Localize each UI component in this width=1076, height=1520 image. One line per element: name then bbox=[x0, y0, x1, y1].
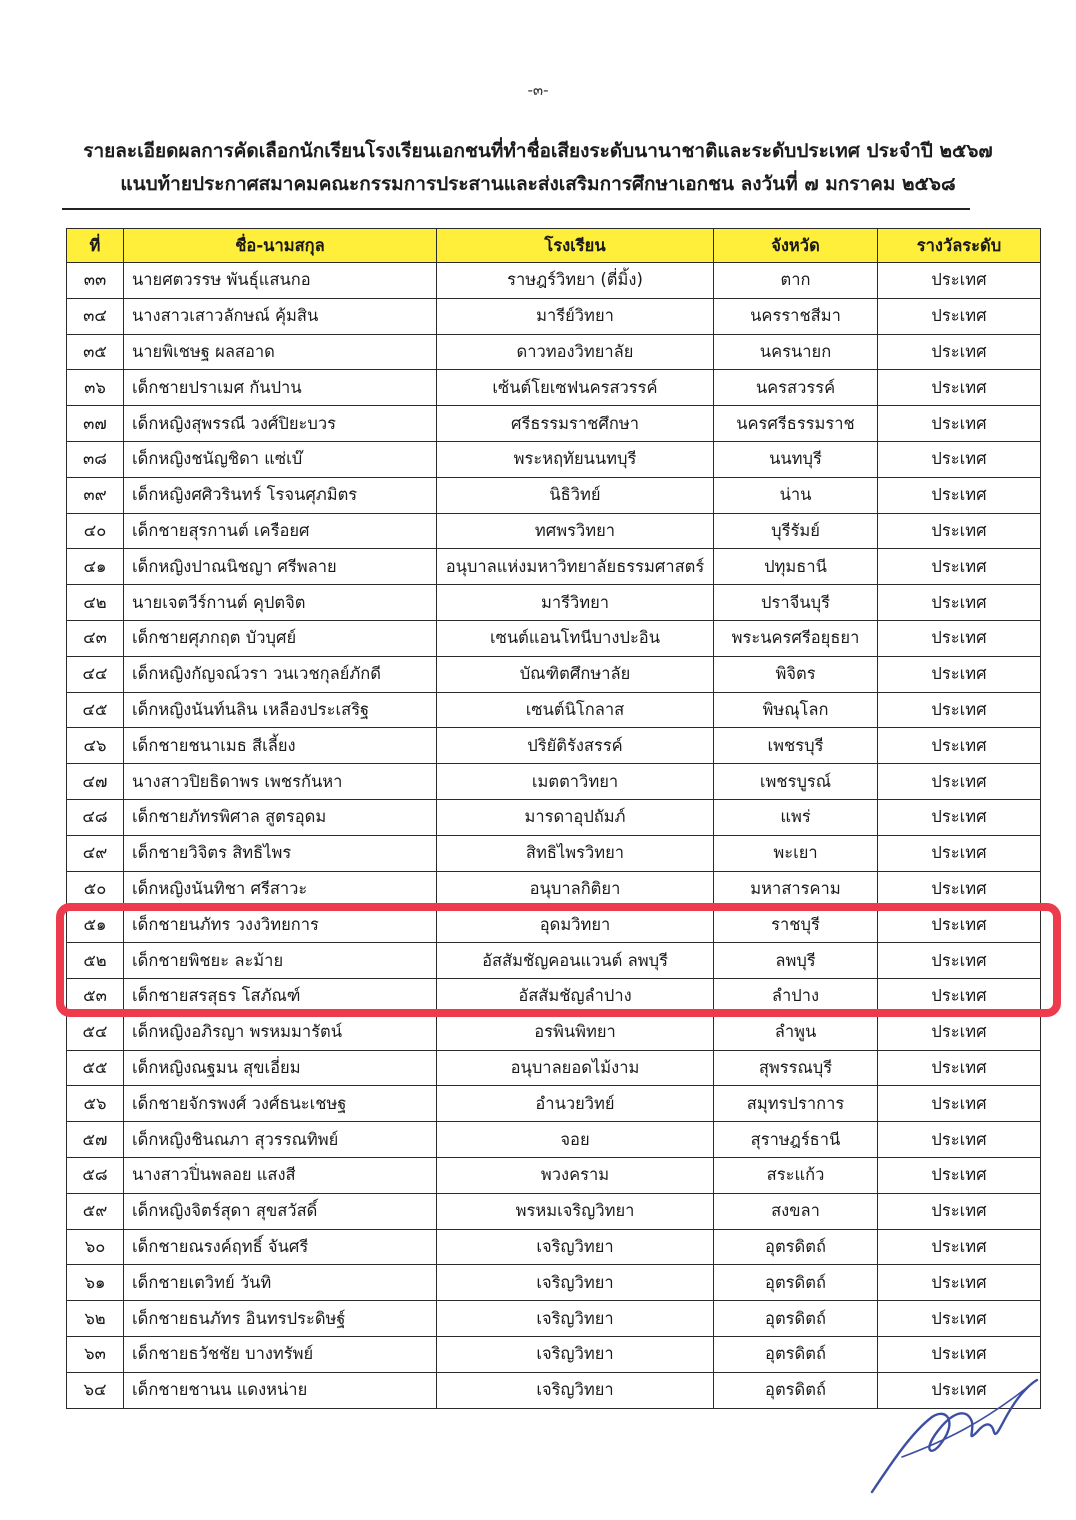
cell-award: ประเทศ bbox=[878, 1229, 1041, 1265]
cell-school: ราษฎร์วิทยา (ตี่มิ้ง) bbox=[437, 263, 714, 299]
cell-no: ๕๕ bbox=[67, 1050, 124, 1086]
cell-school: เซ้นต์โยเซฟนครสวรรค์ bbox=[437, 370, 714, 406]
cell-award: ประเทศ bbox=[878, 334, 1041, 370]
cell-name: เด็กชายณรงค์ฤทธิ์ จันศรี bbox=[124, 1229, 437, 1265]
cell-no: ๕๒ bbox=[67, 943, 124, 979]
cell-province: ปราจีนบุรี bbox=[714, 585, 878, 621]
title-underline bbox=[62, 208, 970, 210]
document-title-line-2: แนบท้ายประกาศสมาคมคณะกรรมการประสานและส่งเสริมการศึกษาเอกชน ลงวันที่ ๗ มกราคม ๒๕๖๘ bbox=[120, 173, 956, 195]
cell-award: ประเทศ bbox=[878, 1193, 1041, 1229]
table-header-row bbox=[67, 229, 1041, 263]
cell-school: อำนวยวิทย์ bbox=[437, 1086, 714, 1122]
table-row bbox=[67, 1193, 1041, 1229]
cell-name: เด็กชายนภัทร วงงวิทยการ bbox=[124, 907, 437, 943]
cell-no: ๔๘ bbox=[67, 799, 124, 835]
cell-no: ๕๔ bbox=[67, 1014, 124, 1050]
table-row bbox=[67, 620, 1041, 656]
table-row bbox=[67, 1265, 1041, 1301]
cell-school: เซนต์นิโกลาส bbox=[437, 692, 714, 728]
table-row bbox=[67, 406, 1041, 442]
signature-mark bbox=[862, 1362, 1042, 1502]
cell-no: ๔๙ bbox=[67, 835, 124, 871]
cell-no: ๕๑ bbox=[67, 907, 124, 943]
table-row bbox=[67, 656, 1041, 692]
cell-school: เมตตาวิทยา bbox=[437, 764, 714, 800]
cell-school: เจริญวิทยา bbox=[437, 1301, 714, 1337]
cell-award: ประเทศ bbox=[878, 1157, 1041, 1193]
cell-name: นางสาวเสาวลักษณ์ คุ้มสิน bbox=[124, 298, 437, 334]
cell-province: พิษณุโลก bbox=[714, 692, 878, 728]
cell-school: อัสสัมชัญลำปาง bbox=[437, 978, 714, 1014]
cell-no: ๓๕ bbox=[67, 334, 124, 370]
cell-province: นครราชสีมา bbox=[714, 298, 878, 334]
cell-award: ประเทศ bbox=[878, 1086, 1041, 1122]
cell-name: เด็กชายชานน แดงหน่าย bbox=[124, 1372, 437, 1408]
cell-province: พระนครศรีอยุธยา bbox=[714, 620, 878, 656]
cell-no: ๖๓ bbox=[67, 1336, 124, 1372]
cell-school: อนุบาลยอดไม้งาม bbox=[437, 1050, 714, 1086]
table-row bbox=[67, 441, 1041, 477]
cell-name: เด็กหญิงอภิรญา พรหมมารัตน์ bbox=[124, 1014, 437, 1050]
cell-school: อัสสัมชัญคอนแวนต์ ลพบุรี bbox=[437, 943, 714, 979]
table-row bbox=[67, 585, 1041, 621]
table-row bbox=[67, 334, 1041, 370]
cell-no: ๓๙ bbox=[67, 477, 124, 513]
cell-award: ประเทศ bbox=[878, 692, 1041, 728]
cell-school: มารีย์วิทยา bbox=[437, 298, 714, 334]
cell-school: อนุบาลกิติยา bbox=[437, 871, 714, 907]
cell-school: ปริยัติรังสรรค์ bbox=[437, 728, 714, 764]
cell-name: เด็กหญิงปาณนิชญา ศรีพลาย bbox=[124, 549, 437, 585]
cell-award: ประเทศ bbox=[878, 441, 1041, 477]
cell-province: สมุทรปราการ bbox=[714, 1086, 878, 1122]
cell-province: สระแก้ว bbox=[714, 1157, 878, 1193]
cell-no: ๕๘ bbox=[67, 1157, 124, 1193]
cell-no: ๔๒ bbox=[67, 585, 124, 621]
table-row bbox=[67, 370, 1041, 406]
cell-province: อุตรดิตถ์ bbox=[714, 1301, 878, 1337]
cell-province: แพร่ bbox=[714, 799, 878, 835]
table-row bbox=[67, 1014, 1041, 1050]
cell-award: ประเทศ bbox=[878, 728, 1041, 764]
header-province: จังหวัด bbox=[714, 229, 878, 263]
cell-school: เจริญวิทยา bbox=[437, 1265, 714, 1301]
cell-award: ประเทศ bbox=[878, 1050, 1041, 1086]
table-row bbox=[67, 1122, 1041, 1158]
cell-province: สงขลา bbox=[714, 1193, 878, 1229]
cell-name: เด็กชายพิชยะ ละม้าย bbox=[124, 943, 437, 979]
table-row bbox=[67, 799, 1041, 835]
cell-name: เด็กหญิงกัญจณ์วรา วนเวชกุลย์ภักดี bbox=[124, 656, 437, 692]
header-name: ชื่อ-นามสกุล bbox=[124, 229, 437, 263]
table-row bbox=[67, 1229, 1041, 1265]
cell-no: ๓๘ bbox=[67, 441, 124, 477]
cell-no: ๕๓ bbox=[67, 978, 124, 1014]
cell-name: นางสาวปิยธิดาพร เพชรกันหา bbox=[124, 764, 437, 800]
cell-award: ประเทศ bbox=[878, 620, 1041, 656]
table-row bbox=[67, 298, 1041, 334]
cell-school: มารีวิทยา bbox=[437, 585, 714, 621]
cell-province: ลำพูน bbox=[714, 1014, 878, 1050]
cell-no: ๖๑ bbox=[67, 1265, 124, 1301]
cell-province: เพชรบูรณ์ bbox=[714, 764, 878, 800]
table-row bbox=[67, 764, 1041, 800]
cell-province: นครศรีธรรมราช bbox=[714, 406, 878, 442]
cell-award: ประเทศ bbox=[878, 871, 1041, 907]
cell-no: ๖๐ bbox=[67, 1229, 124, 1265]
cell-award: ประเทศ bbox=[878, 1122, 1041, 1158]
table-row bbox=[67, 513, 1041, 549]
cell-no: ๓๖ bbox=[67, 370, 124, 406]
cell-province: ราชบุรี bbox=[714, 907, 878, 943]
highlight-box bbox=[56, 903, 1061, 1017]
cell-name: เด็กหญิงณฐมน สุขเอี่ยม bbox=[124, 1050, 437, 1086]
cell-name: เด็กชายภัทรพิศาล สูตรอุดม bbox=[124, 799, 437, 835]
cell-school: พวงคราม bbox=[437, 1157, 714, 1193]
cell-name: เด็กหญิงจิตร์สุดา สุขสวัสดิ์ bbox=[124, 1193, 437, 1229]
cell-no: ๔๔ bbox=[67, 656, 124, 692]
cell-no: ๔๕ bbox=[67, 692, 124, 728]
cell-province: ลำปาง bbox=[714, 978, 878, 1014]
cell-province: สุพรรณบุรี bbox=[714, 1050, 878, 1086]
table-row bbox=[67, 1050, 1041, 1086]
cell-name: เด็กหญิงนันท์นลิน เหลืองประเสริฐ bbox=[124, 692, 437, 728]
cell-no: ๕๗ bbox=[67, 1122, 124, 1158]
cell-name: เด็กหญิงชินณภา สุวรรณทิพย์ bbox=[124, 1122, 437, 1158]
cell-award: ประเทศ bbox=[878, 907, 1041, 943]
cell-name: นายศตวรรษ พันธุ์แสนกอ bbox=[124, 263, 437, 299]
cell-province: อุตรดิตถ์ bbox=[714, 1372, 878, 1408]
cell-no: ๕๙ bbox=[67, 1193, 124, 1229]
cell-school: อรพินพิทยา bbox=[437, 1014, 714, 1050]
header-no: ที่ bbox=[67, 229, 124, 263]
cell-name: เด็กชายปราเมศ กันปาน bbox=[124, 370, 437, 406]
cell-school: ศรีธรรมราชศึกษา bbox=[437, 406, 714, 442]
cell-name: นางสาวปิ่นพลอย แสงสี bbox=[124, 1157, 437, 1193]
cell-province: นนทบุรี bbox=[714, 441, 878, 477]
cell-name: เด็กชายศุภกฤต บัวบุศย์ bbox=[124, 620, 437, 656]
cell-award: ประเทศ bbox=[878, 406, 1041, 442]
cell-name: เด็กชายจักรพงศ์ วงศ์ธนะเชษฐ bbox=[124, 1086, 437, 1122]
page-number: -๓- bbox=[527, 81, 549, 99]
table-body bbox=[67, 263, 1041, 1409]
cell-award: ประเทศ bbox=[878, 513, 1041, 549]
cell-name: เด็กชายธนภัทร อินทรประดิษฐ์ bbox=[124, 1301, 437, 1337]
cell-no: ๖๒ bbox=[67, 1301, 124, 1337]
cell-no: ๔๗ bbox=[67, 764, 124, 800]
table-row bbox=[67, 835, 1041, 871]
cell-school: เจริญวิทยา bbox=[437, 1336, 714, 1372]
cell-school: มารดาอุปถัมภ์ bbox=[437, 799, 714, 835]
cell-province: ปทุมธานี bbox=[714, 549, 878, 585]
cell-name: เด็กชายธวัชชัย บางทรัพย์ bbox=[124, 1336, 437, 1372]
cell-school: เซนต์แอนโทนีบางปะอิน bbox=[437, 620, 714, 656]
cell-province: ลพบุรี bbox=[714, 943, 878, 979]
cell-school: สิทธิไพรวิทยา bbox=[437, 835, 714, 871]
cell-province: น่าน bbox=[714, 477, 878, 513]
cell-province: นครสวรรค์ bbox=[714, 370, 878, 406]
cell-province: ตาก bbox=[714, 263, 878, 299]
cell-award: ประเทศ bbox=[878, 1301, 1041, 1337]
table-row bbox=[67, 871, 1041, 907]
cell-school: จอย bbox=[437, 1122, 714, 1158]
cell-no: ๓๔ bbox=[67, 298, 124, 334]
cell-award: ประเทศ bbox=[878, 370, 1041, 406]
cell-school: พรหมเจริญวิทยา bbox=[437, 1193, 714, 1229]
cell-award: ประเทศ bbox=[878, 263, 1041, 299]
cell-province: อุตรดิตถ์ bbox=[714, 1229, 878, 1265]
cell-name: เด็กหญิงศศิวรินทร์ โรจนศุภมิตร bbox=[124, 477, 437, 513]
cell-school: อุดมวิทยา bbox=[437, 907, 714, 943]
cell-school: เจริญวิทยา bbox=[437, 1372, 714, 1408]
cell-no: ๕๐ bbox=[67, 871, 124, 907]
table-row bbox=[67, 1301, 1041, 1337]
cell-school: ดาวทองวิทยาลัย bbox=[437, 334, 714, 370]
cell-province: อุตรดิตถ์ bbox=[714, 1336, 878, 1372]
cell-award: ประเทศ bbox=[878, 656, 1041, 692]
cell-award: ประเทศ bbox=[878, 298, 1041, 334]
cell-no: ๔๐ bbox=[67, 513, 124, 549]
cell-province: อุตรดิตถ์ bbox=[714, 1265, 878, 1301]
cell-school: เจริญวิทยา bbox=[437, 1229, 714, 1265]
cell-award: ประเทศ bbox=[878, 1014, 1041, 1050]
cell-no: ๕๖ bbox=[67, 1086, 124, 1122]
cell-award: ประเทศ bbox=[878, 1265, 1041, 1301]
cell-no: ๓๓ bbox=[67, 263, 124, 299]
cell-award: ประเทศ bbox=[878, 1372, 1041, 1408]
cell-award: ประเทศ bbox=[878, 585, 1041, 621]
table-row bbox=[67, 728, 1041, 764]
cell-province: พะเยา bbox=[714, 835, 878, 871]
cell-no: ๓๗ bbox=[67, 406, 124, 442]
cell-award: ประเทศ bbox=[878, 477, 1041, 513]
cell-province: บุรีรัมย์ bbox=[714, 513, 878, 549]
cell-name: เด็กหญิงนันทิชา ศรีสาวะ bbox=[124, 871, 437, 907]
cell-award: ประเทศ bbox=[878, 835, 1041, 871]
header-award: รางวัลระดับ bbox=[878, 229, 1041, 263]
cell-award: ประเทศ bbox=[878, 1336, 1041, 1372]
cell-school: พระหฤทัยนนทบุรี bbox=[437, 441, 714, 477]
document-title-line-1: รายละเอียดผลการคัดเลือกนักเรียนโรงเรียนเอกชนที่ทำชื่อเสียงระดับนานาชาติและระดับประเทศ ประจำปี ๒๕๖๗ bbox=[83, 140, 993, 162]
table-row bbox=[67, 477, 1041, 513]
cell-name: เด็กชายชนาเมธ สีเลี้ยง bbox=[124, 728, 437, 764]
table-row bbox=[67, 1086, 1041, 1122]
cell-name: นายเจตวีร์กานต์ คุปตจิต bbox=[124, 585, 437, 621]
cell-award: ประเทศ bbox=[878, 943, 1041, 979]
table-row bbox=[67, 1157, 1041, 1193]
cell-name: เด็กหญิงสุพรรณี วงศ์ปิยะบวร bbox=[124, 406, 437, 442]
table-row bbox=[67, 549, 1041, 585]
cell-name: นายพิเชษฐ ผลสอาด bbox=[124, 334, 437, 370]
cell-award: ประเทศ bbox=[878, 799, 1041, 835]
cell-province: นครนายก bbox=[714, 334, 878, 370]
results-table bbox=[66, 228, 1041, 1409]
cell-name: เด็กชายเตวิทย์ วันทิ bbox=[124, 1265, 437, 1301]
cell-province: สุราษฎร์ธานี bbox=[714, 1122, 878, 1158]
cell-no: ๔๓ bbox=[67, 620, 124, 656]
table-row bbox=[67, 692, 1041, 728]
cell-no: ๖๔ bbox=[67, 1372, 124, 1408]
table-row bbox=[67, 263, 1041, 299]
cell-province: มหาสารคาม bbox=[714, 871, 878, 907]
header-school: โรงเรียน bbox=[437, 229, 714, 263]
cell-province: พิจิตร bbox=[714, 656, 878, 692]
cell-no: ๔๖ bbox=[67, 728, 124, 764]
cell-name: เด็กชายสรสุธร โสภัณฑ์ bbox=[124, 978, 437, 1014]
cell-school: บัณฑิตศึกษาลัย bbox=[437, 656, 714, 692]
cell-award: ประเทศ bbox=[878, 549, 1041, 585]
cell-name: เด็กหญิงชนัญชิดา แซ่เบ๊ bbox=[124, 441, 437, 477]
cell-award: ประเทศ bbox=[878, 978, 1041, 1014]
cell-province: เพชรบุรี bbox=[714, 728, 878, 764]
cell-school: ทศพรวิทยา bbox=[437, 513, 714, 549]
cell-name: เด็กชายสุรกานต์ เครือยศ bbox=[124, 513, 437, 549]
cell-award: ประเทศ bbox=[878, 764, 1041, 800]
cell-school: นิธิวิทย์ bbox=[437, 477, 714, 513]
cell-no: ๔๑ bbox=[67, 549, 124, 585]
cell-school: อนุบาลแห่งมหาวิทยาลัยธรรมศาสตร์ bbox=[437, 549, 714, 585]
cell-name: เด็กชายวิจิตร สิทธิไพร bbox=[124, 835, 437, 871]
